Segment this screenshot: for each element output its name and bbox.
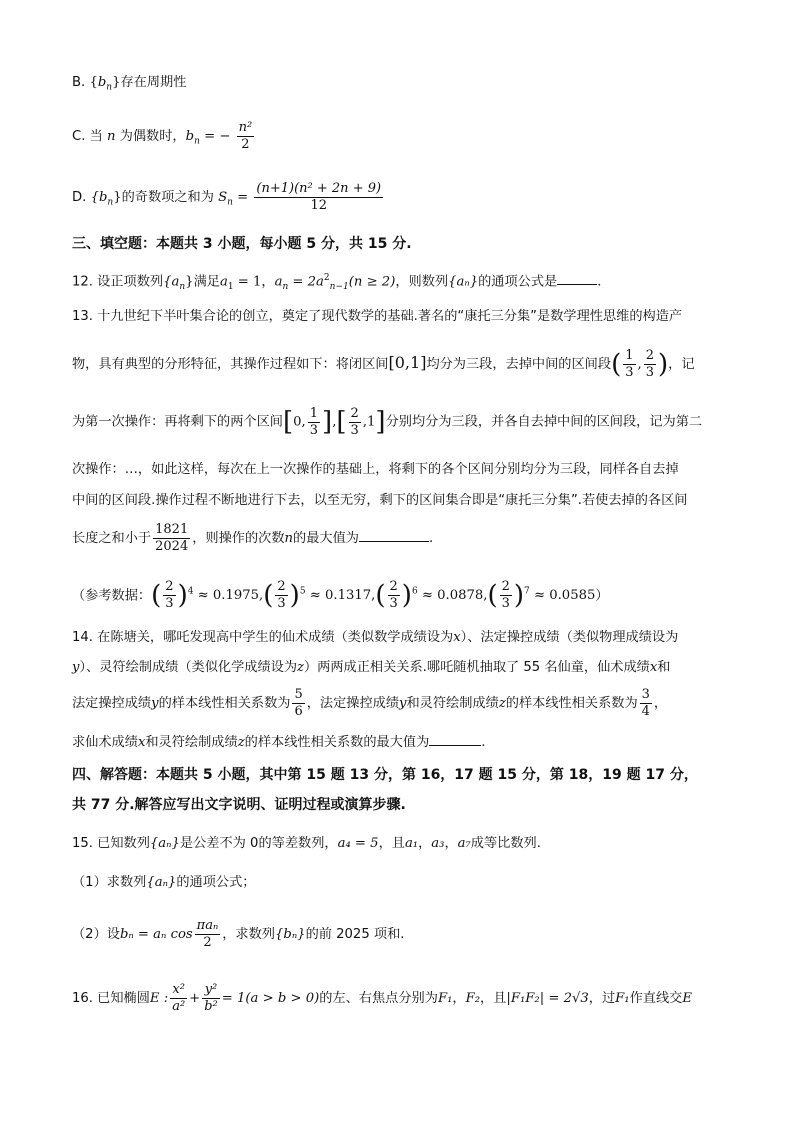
question-14-line-1: 14. 在陈塘关，哪吒发现高中学生的仙术成绩（类似数学成绩设为x）、法定操控成绩（类似物理成绩设为 <box>72 630 679 645</box>
fraction-odd-sum: $\frac{\text{(n+1)(n² + 2n + 9)}}{12}$ <box>256 181 382 213</box>
answer-blank <box>359 529 429 542</box>
fraction-1-3b: $\frac{1}{3}$ <box>309 405 319 438</box>
question-13-line-4: 次操作：…，如此这样，每次在上一次操作的基础上，将剩下的各个区间分别均分为三段，同样各自去掉 <box>72 462 679 477</box>
question-13-reference: （参考数据：( $\frac{2}{3}$ )$^4$ ≈ 0.1975,( $\frac{2}{3}$ )$^5$ ≈ 0.1317,( $\frac{2}{3}$ )$^6$ ≈ 0.0878,( $\frac{2}{3}$ )$^7$ ≈ 0.0585） <box>72 579 609 612</box>
question-14-line-3: 法定操控成绩y的样本线性相关系数为 $\frac{5}{6}$ ，法定操控成绩y和灵符绘制成绩z的样本线性相关系数为 $\frac{3}{4}$ ， <box>72 687 668 719</box>
question-13-line-6: 长度之和小于 $\frac{1821}{2024}$ ，则操作的次数n的最大值为 . <box>72 522 434 554</box>
question-16-line-1: 16. 已知椭圆E : $\frac{\text{x²}}{\text{a²}}$ + $\frac{\text{y²}}{\text{b²}}$ = 1(a > b > 0)的左、右焦点分别为F₁，F₂，且|F₁F₂| = 2√3，过F₁作直线交E <box>72 982 692 1014</box>
fraction-pi-an-over-2: $\frac{\text{πaₙ}}{2}$ <box>196 918 219 950</box>
section-3-heading: 三、填空题：本题共 3 小题，每小题 5 分，共 15 分. <box>72 236 412 252</box>
question-15-part-2: （2）设bₙ = aₙ cos $\frac{\text{πaₙ}}{2}$ ，求数列{bₙ}的前 2025 项和. <box>72 918 405 950</box>
question-14-line-2: y）、灵符绘制成绩（类似化学成绩设为z）两两成正相关关系.哪吒随机抽取了 55 名仙童，仙术成绩x和 <box>72 660 671 675</box>
question-12: 12. 设正项数列$\{a_n\}$满足$a_1 = 1$，$a_n = 2a^2_{n-1}(n \ge 2)$，则数列{aₙ}的通项公式是 . <box>72 273 602 293</box>
reference-item: ( $\frac{2}{3}$ )$^5$ ≈ 0.1317, <box>263 579 376 612</box>
question-15-line-1: 15. 已知数列{aₙ}是公差不为 0的等差数列，a₄ = 5，且a₁，a₃，a₇成等比数列. <box>72 836 541 851</box>
question-13-line-5: 中间的区间段.操作过程不断地进行下去，以至无穷，剩下的区间集合即是“康托三分集”.若使去掉的各区间 <box>72 493 688 508</box>
option-d: D. $\{b_n\}$的奇数项之和为 $S_n$ = $\frac{\text{(n+1)(n² + 2n + 9)}}{12}$ <box>72 181 382 213</box>
reference-item: ( $\frac{2}{3}$ )$^4$ ≈ 0.1975, <box>151 579 264 612</box>
fraction-x2-a2: $\frac{\text{x²}}{\text{a²}}$ <box>172 982 186 1014</box>
question-13-line-3: 为第一次操作：再将剩下的两个区间[0, $\frac{1}{3}$ ],[ $\frac{2}{3}$ ,1]分别均分为三段，并各自去掉中间的区间段，记为第二 <box>72 405 703 438</box>
reference-item: ( $\frac{2}{3}$ )$^6$ ≈ 0.0878, <box>375 579 488 612</box>
fraction-2-3b: $\frac{2}{3}$ <box>350 405 359 438</box>
fraction-5-6: $\frac{5}{6}$ <box>294 687 303 719</box>
section-4-heading-line-1: 四、解答题：本题共 5 小题，其中第 15 题 13 分，第 16，17 题 15 分，第 18，19 题 17 分， <box>72 767 698 783</box>
option-b: B. $\{b_n\}$存在周期性 <box>72 75 187 93</box>
reference-item: ( $\frac{2}{3}$ )$^7$ ≈ 0.0585 <box>487 579 596 612</box>
question-14-line-4: 求仙术成绩x和灵符绘制成绩z的样本线性相关系数的最大值为 . <box>72 735 486 750</box>
question-13-line-1: 13. 十九世纪下半叶集合论的创立，奠定了现代数学的基础.著名的“康托三分集”是数学理性思维的构造产 <box>72 309 683 324</box>
fraction-n2-over-2: $\frac{\text{n²}}{2}$ <box>238 120 253 152</box>
fraction-1821-2024: $\frac{1821}{2024}$ <box>155 522 189 554</box>
answer-blank <box>557 272 597 285</box>
fraction-2-3: $\frac{2}{3}$ <box>645 348 654 380</box>
fraction-1-3: $\frac{1}{3}$ <box>625 348 634 380</box>
section-4-heading-line-2: 共 77 分.解答应写出文字说明、证明过程或演算步骤. <box>72 797 406 813</box>
fraction-y2-b2: $\frac{\text{y²}}{\text{b²}}$ <box>204 982 218 1014</box>
answer-blank <box>429 733 481 746</box>
fraction-3-4: $\frac{3}{4}$ <box>641 687 650 719</box>
option-c: C. 当 n 为偶数时，$b_n$ = − $\frac{\text{n²}}{2}$ <box>72 120 253 152</box>
question-13-line-2: 物，具有典型的分形特征，其操作过程如下：将闭区间[0,1]均分为三段，去掉中间的区间段( $\frac{1}{3}$ , $\frac{2}{3}$ )，记 <box>72 348 695 380</box>
question-15-part-1: （1）求数列{aₙ}的通项公式； <box>72 875 256 890</box>
